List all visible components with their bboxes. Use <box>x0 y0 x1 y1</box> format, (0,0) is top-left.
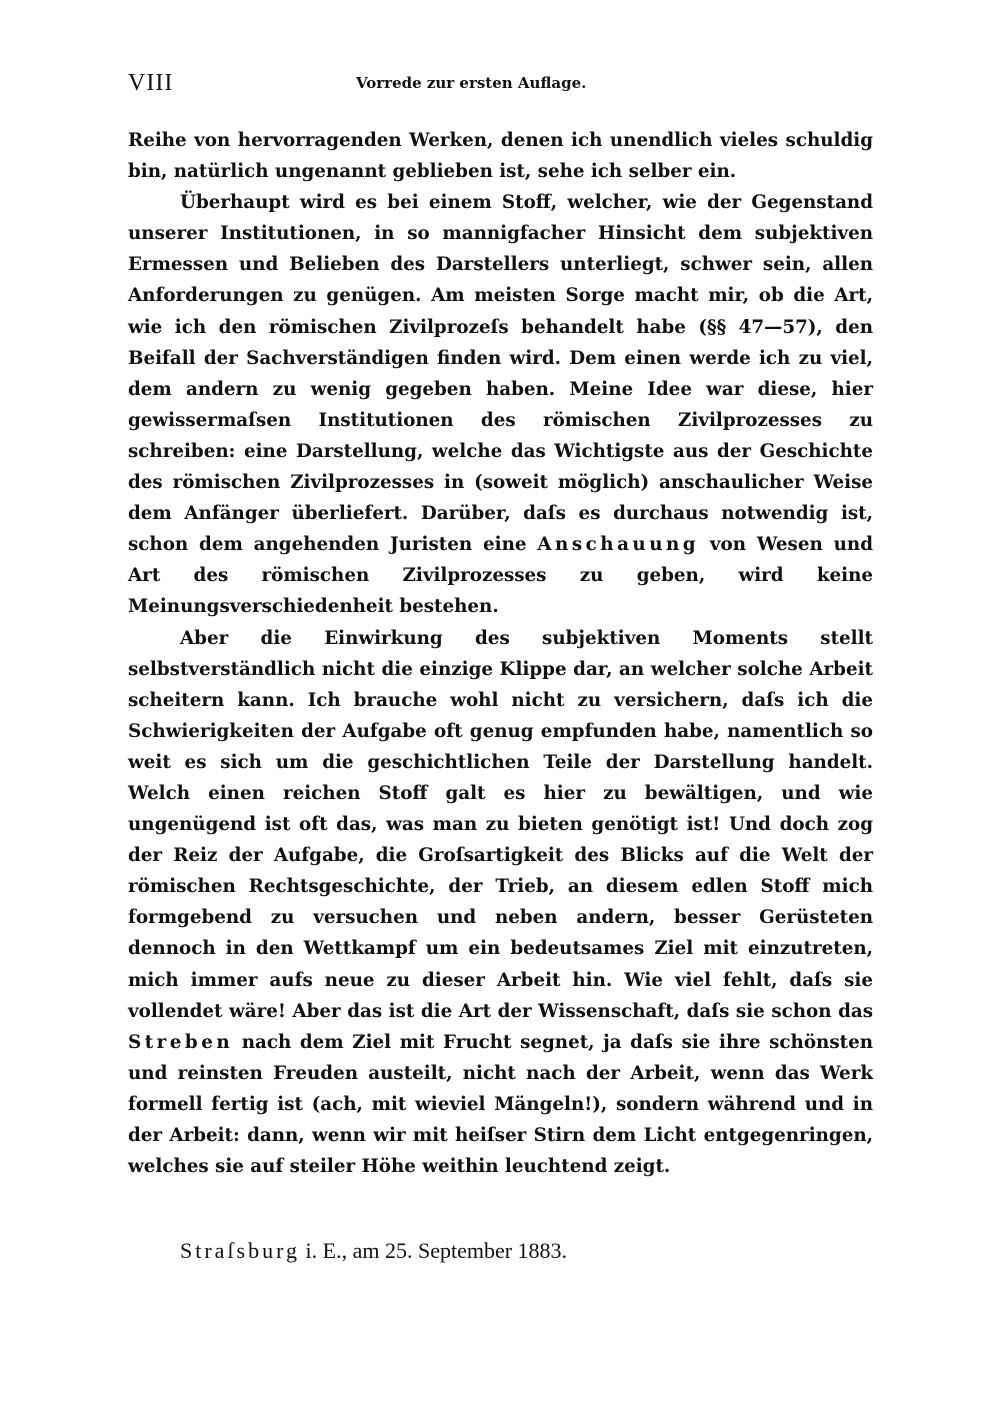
paragraph-text: Überhaupt wird es bei einem Stoff, welcher, wie der Gegenstand unserer Institutionen, in so mannigfacher Hinsicht dem subjektiven Ermessen und Belieben des Darstellers unterliegt, schwer sein, allen Anforderungen zu genügen. Am meisten Sorge macht mir, ob die Art, wie ich den römischen Zivilprozeſs behandelt habe (§§ 47—57), den Beifall der Sachverständigen finden wird. Dem einen werde ich zu viel, dem andern zu wenig gegeben haben. Meine Idee war diese, hier gewissermaſsen Institutionen des römischen Zivilprozesses zu schreiben: eine Darstellung, welche das Wichtigste aus der Geschichte des römischen Zivilprozesses in (soweit möglich) anschaulicher Weise dem Anfänger überliefert. Darüber, daſs es durchaus notwendig ist, schon dem angehenden Juristen eine <box>128 192 873 556</box>
signature-line <box>180 1238 567 1264</box>
paragraph-text: Aber die Einwirkung des subjektiven Moments stellt selbstverständlich nicht die einzige Klippe dar, an welcher solche Arbeit scheitern kann. Ich brauche wohl nicht zu versichern, daſs ich die Schwierigkeiten der Aufgabe oft genug empfunden habe, namentlich so weit es sich um die geschichtlichen Teile der Darstellung handelt. Welch einen reichen Stoff galt es hier zu bewältigen, und wie ungenügend ist oft das, was man zu bieten genötigt ist! Und doch zog der Reiz der Aufgabe, die Groſsartigkeit des Blicks auf die Welt der römischen Rechtsgeschichte, der Trieb, an diesem edlen Stoff mich formgebend zu versuchen und neben andern, besser Gerüsteten dennoch in den Wettkampf um ein bedeutsames Ziel mit einzutreten, mich immer aufs neue zu dieser Arbeit hin. Wie viel fehlt, daſs sie vollendet wäre! Aber das ist die Art der Wissenschaft, daſs sie schon das <box>128 627 873 1022</box>
paragraph-continuation: Reihe von hervorragenden Werken, denen ich unendlich vieles schuldig bin, natürlich ungenannt geblieben ist, sehe ich selber ein. <box>128 130 873 183</box>
emphasis-streben: Streben <box>128 1031 234 1053</box>
emphasis-anschauung: Anschauung <box>537 534 700 556</box>
page-header <box>128 70 873 104</box>
paragraph-einwirkung <box>128 623 873 1183</box>
body-text <box>128 125 873 1182</box>
paragraph-text: nach dem Ziel mit Frucht segnet, ja daſs sie ihre schönsten und reinsten Freuden austeilt, nicht nach der Arbeit, wenn das Werk formell fertig ist (ach, mit wieviel Mängeln!), sondern während und in der Arbeit: dann, wenn wir mit heiſser Stirn dem Licht entgegenringen, welches sie auf steiler Höhe weithin leuchtend zeigt. <box>128 1031 873 1178</box>
paragraph-institutionen <box>128 187 873 622</box>
signature-place: Straſsburg <box>180 1238 301 1263</box>
signature-date: i. E., am 25. September 1883. <box>300 1238 568 1263</box>
page-number: VIII <box>128 70 174 96</box>
running-title: Vorrede zur ersten Auflage. <box>356 74 587 92</box>
paragraph-text: von Wesen und Art des römischen Zivilprozesses zu geben, wird keine Meinungsverschiedenheit bestehen. <box>128 534 873 618</box>
